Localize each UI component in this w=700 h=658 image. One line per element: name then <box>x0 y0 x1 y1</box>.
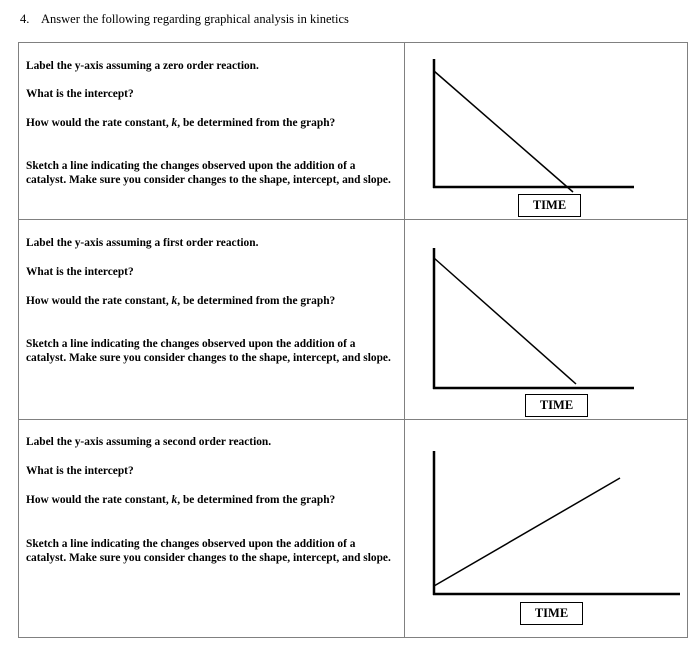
table-row-zero-order <box>19 43 687 219</box>
rate-constant-prompt: How would the rate constant, k, be determined from the graph? <box>26 295 336 307</box>
table-row-second-order <box>19 419 687 638</box>
intercept-prompt: What is the intercept? <box>26 88 134 100</box>
graph-zero-order <box>405 43 687 219</box>
question-text: Answer the following regarding graphical analysis in kinetics <box>41 12 349 26</box>
table-row-first-order <box>19 219 687 419</box>
prompt-cell <box>19 420 405 638</box>
graph-cell <box>405 220 687 419</box>
graph-first-order <box>405 220 687 420</box>
prompt-cell <box>19 43 405 219</box>
prompt-cell <box>19 220 405 419</box>
catalyst-prompt: Sketch a line indicating the changes observed upon the addition of a catalyst. Make sure you consider changes to the shape, intercept, and slope. <box>26 338 391 364</box>
x-axis-label: TIME <box>518 194 581 217</box>
y-axis-prompt: Label the y-axis assuming a first order reaction. <box>26 237 259 249</box>
data-line <box>434 258 576 384</box>
x-axis-label: TIME <box>525 394 588 417</box>
kinetics-table <box>18 42 688 638</box>
rate-constant-prompt: How would the rate constant, k, be determined from the graph? <box>26 494 336 506</box>
question-heading <box>20 12 349 27</box>
catalyst-prompt: Sketch a line indicating the changes observed upon the addition of a catalyst. Make sure you consider changes to the shape, intercept, and slope. <box>26 538 391 564</box>
question-number: 4. <box>20 12 30 26</box>
graph-cell <box>405 43 687 219</box>
intercept-prompt: What is the intercept? <box>26 465 134 477</box>
catalyst-prompt: Sketch a line indicating the changes observed upon the addition of a catalyst. Make sure you consider changes to the shape, intercept, and slope. <box>26 160 391 186</box>
data-line <box>434 71 573 192</box>
y-axis-prompt: Label the y-axis assuming a second order reaction. <box>26 436 272 448</box>
rate-constant-prompt: How would the rate constant, k, be determined from the graph? <box>26 117 336 129</box>
y-axis-prompt: Label the y-axis assuming a zero order reaction. <box>26 60 259 72</box>
x-axis-label: TIME <box>520 602 583 625</box>
data-line <box>434 478 620 586</box>
graph-cell <box>405 420 687 638</box>
intercept-prompt: What is the intercept? <box>26 266 134 278</box>
